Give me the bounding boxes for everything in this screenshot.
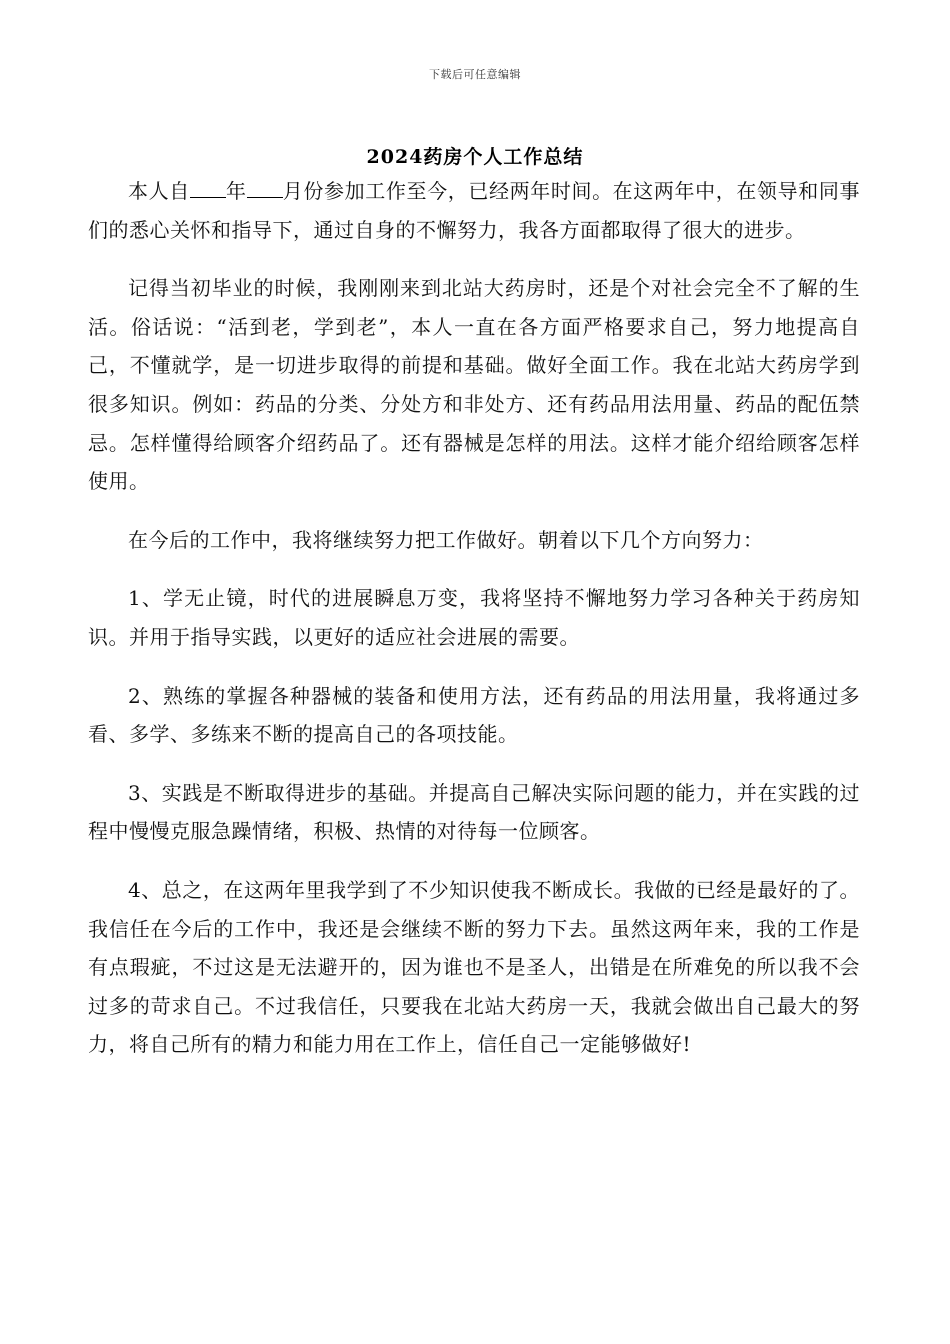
document-title: 2024药房个人工作总结	[366, 146, 584, 168]
paragraph-gap	[88, 754, 860, 774]
paragraph-item-4: 4、总之，在这两年里我学到了不少知识使我不断成长。我做的已经是最好的了。我信任在今后的工作中，我还是会继续不断的努力下去。虽然这两年来，我的工作是有点瑕疵，不过这是无法避开的，因为谁也不是圣人，出错是在所难免的所以我不会过多的苛求自己。不过我信任，只要我在北站大药房一天，我就会做出自己最大的努力，将自己所有的精力和能力用在工作上，信任自己一定能够做好!	[88, 877, 860, 1057]
paragraph-experience: 记得当初毕业的时候，我刚刚来到北站大药房时，还是个对社会完全不了解的生活。俗话说：“活到老，学到老”，本人一直在各方面严格要求自己，努力地提高自己，不懂就学，是一切进步取得的前提和基础。做好全面工作。我在北站大药房学到很多知识。例如：药品的分类、分处方和非处方、还有药品用法用量、药品的配伍禁忌。怎样懂得给顾客介绍药品了。还有器械是怎样的用法。这样才能介绍给顾客怎样使用。	[88, 276, 860, 494]
paragraph-gap	[88, 657, 860, 677]
header-note: 下载后可任意编辑	[429, 68, 521, 81]
paragraph-gap	[88, 851, 860, 871]
paragraph-intro	[88, 172, 860, 249]
intro-text-b: 年	[225, 179, 247, 203]
paragraph-gap	[88, 501, 860, 521]
document-body	[88, 172, 860, 1064]
blank-year-field	[190, 179, 226, 198]
paragraph-gap	[88, 249, 860, 269]
paragraph-plans-intro: 在今后的工作中，我将继续努力把工作做好。朝着以下几个方向努力：	[128, 527, 764, 552]
paragraph-item-3: 3、实践是不断取得进步的基础。并提高自己解决实际问题的能力，并在实践的过程中慢慢克服急躁情绪，积极、热情的对待每一位顾客。	[88, 780, 860, 844]
paragraph-gap	[88, 559, 860, 579]
intro-text-a: 本人自	[128, 179, 190, 203]
paragraph-item-1: 1、学无止镜，时代的进展瞬息万变，我将坚持不懈地努力学习各种关于药房知识。并用于指导实践，以更好的适应社会进展的需要。	[88, 586, 860, 649]
blank-month-field	[247, 179, 283, 198]
paragraph-item-2: 2、熟练的掌握各种器械的装备和使用方法，还有药品的用法用量，我将通过多看、多学、多练来不断的提高自己的各项技能。	[88, 683, 860, 747]
intro-text-c: 月份参加工作至今，已经两年时间。在这两年中，在领导和同事们的悉心关怀和指导下，通过自身的不懈努力，我各方面都取得了很大的进步。	[88, 179, 861, 242]
